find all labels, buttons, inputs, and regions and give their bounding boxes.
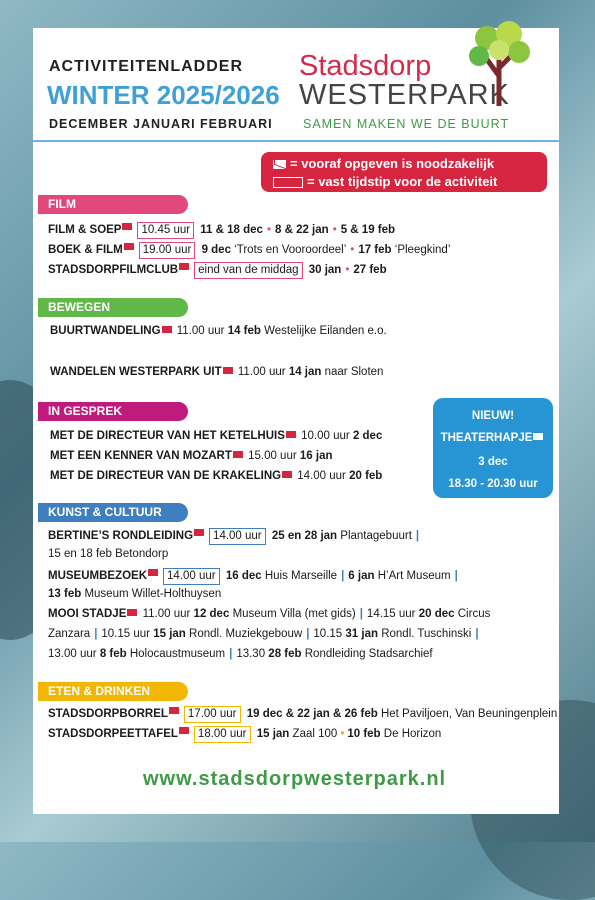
time: 15.00 uur: [248, 450, 297, 462]
theaterhapje-name: [433, 432, 553, 444]
mail-icon: [124, 243, 134, 250]
time: 11.00 uur: [142, 608, 191, 620]
legend-mail-line: [273, 156, 494, 171]
mail-icon: [233, 451, 243, 458]
place: Rondl. Muziekgebouw: [189, 628, 303, 640]
bar-separator: |: [454, 570, 458, 582]
bewegen-row: [50, 366, 383, 378]
time: 18.30 - 20.30 uur: [448, 478, 538, 490]
time-box: 10.45 uur: [137, 222, 194, 239]
kunst-row: [48, 568, 462, 585]
bar-separator: |: [359, 608, 363, 620]
time-box: 19.00 uur: [139, 242, 196, 259]
film-row: [48, 242, 450, 259]
mail-icon: [223, 367, 233, 374]
mail-icon: [162, 326, 172, 333]
kunst-row: [48, 588, 221, 600]
website-link[interactable]: www.stadsdorpwesterpark.nl: [143, 768, 447, 790]
time-box: eind van de middag: [194, 262, 302, 279]
logo-tagline: SAMEN MAKEN WE DE BUURT: [303, 117, 510, 131]
dot-separator: •: [266, 224, 271, 236]
date: 14 feb: [227, 325, 261, 337]
poster-card: [33, 28, 559, 814]
mail-icon: [286, 431, 296, 438]
place: Het Paviljoen, Van Beuningenplein: [380, 708, 558, 720]
activity-name: MET DE DIRECTEUR VAN HET KETELHUIS: [50, 430, 285, 442]
mail-icon: [169, 707, 179, 714]
time: 14.15 uur: [366, 608, 416, 620]
date: 20 feb: [349, 470, 383, 482]
place: Huis Marseille: [264, 570, 338, 582]
section-in-gesprek: IN GESPREK: [38, 402, 188, 421]
date: 9 dec: [201, 244, 231, 256]
bar-separator: |: [94, 628, 98, 640]
date: 10 feb: [347, 728, 381, 740]
dot-separator: •: [350, 244, 355, 256]
date: 13 feb: [48, 588, 82, 600]
mail-icon: [533, 433, 543, 440]
date: 2 dec: [352, 430, 383, 442]
activity-name: MOOI STADJE: [48, 608, 127, 620]
bewegen-row: [50, 325, 387, 337]
activity-name: MET EEN KENNER VAN MOZART: [50, 450, 232, 462]
activity-name: MET DE DIRECTEUR VAN DE KRAKELING: [50, 470, 282, 482]
mail-icon: [179, 727, 189, 734]
legend-box-text: = vast tijdstip voor de activiteit: [307, 174, 498, 189]
mail-icon: [194, 529, 204, 536]
date: 27 feb: [353, 264, 387, 276]
date: 11 & 18 dec: [200, 224, 263, 236]
section-kunst-cultuur: KUNST & CULTUUR: [38, 503, 188, 522]
film-row: [48, 222, 395, 239]
date: 19 dec & 22 jan & 26 feb: [246, 708, 378, 720]
bar-separator: |: [415, 530, 420, 542]
legend-box: [261, 152, 547, 192]
place: Westelijke Eilanden e.o.: [264, 325, 387, 337]
new-label: NIEUW!: [471, 410, 515, 422]
header-divider: [33, 140, 559, 142]
dot-separator: •: [332, 224, 337, 236]
gesprek-row: [50, 430, 382, 442]
section-bewegen: BEWEGEN: [38, 298, 188, 317]
place: Museum Willet-Holthuysen: [84, 588, 222, 600]
kunst-row: [48, 648, 433, 660]
activity-name: BOEK & FILM: [48, 244, 123, 256]
logo-wordmark-top: Stadsdorp: [299, 50, 432, 82]
place: naar Sloten: [324, 366, 384, 378]
season-title: WINTER 2025/2026: [47, 80, 280, 110]
date: 16 jan: [299, 450, 333, 462]
date: 30 jan: [308, 264, 342, 276]
place: Zanzara: [48, 628, 91, 640]
months-line: DECEMBER JANUARI FEBRUARI: [49, 117, 273, 131]
time-box: 18.00 uur: [194, 726, 251, 743]
time: 10.00 uur: [301, 430, 350, 442]
date: 5 & 19 feb: [340, 224, 396, 236]
legend-box-line: [273, 174, 497, 189]
time-box: 14.00 uur: [163, 568, 220, 585]
date: 15 jan: [153, 628, 186, 640]
place: Rondleiding Stadsarchief: [304, 648, 433, 660]
time: 10.15 uur: [101, 628, 151, 640]
activity-name: STADSDORPBORREL: [48, 708, 168, 720]
kunst-row: [48, 548, 168, 560]
date: 20 dec: [418, 608, 455, 620]
time: 11.00 uur: [176, 325, 225, 337]
gesprek-row: [50, 470, 382, 482]
activity-name: STADSDORPFILMCLUB: [48, 264, 179, 276]
film-row: [48, 262, 387, 279]
date: 14 jan: [288, 366, 322, 378]
time: 11.00 uur: [237, 366, 286, 378]
date: 6 jan: [348, 570, 375, 582]
activity-name: MUSEUMBEZOEK: [48, 570, 148, 582]
mail-icon: [282, 471, 292, 478]
date: 15 en 18 feb: [48, 548, 112, 560]
mail-icon: [122, 223, 132, 230]
mail-icon: [148, 569, 158, 576]
time: 14.00 uur: [297, 470, 346, 482]
box-icon: [273, 177, 303, 188]
time-box: 14.00 uur: [209, 528, 266, 545]
date: 16 dec: [225, 570, 262, 582]
place: De Horizon: [383, 728, 442, 740]
bar-separator: |: [306, 628, 310, 640]
bar-separator: |: [229, 648, 233, 660]
section-eten-drinken: ETEN & DRINKEN: [38, 682, 188, 701]
poster-title: ACTIVITEITENLADDER: [49, 58, 243, 75]
date: 17 feb: [358, 244, 392, 256]
date: 8 feb: [99, 648, 127, 660]
activity-name: THEATERHAPJE: [440, 432, 533, 444]
film-title: ‘Trots en Vooroordeel’: [234, 244, 347, 256]
activity-name: FILM & SOEP: [48, 224, 122, 236]
bar-separator: |: [341, 570, 345, 582]
kunst-row: [48, 608, 490, 620]
mail-icon: [127, 609, 137, 616]
place: Zaal 100: [292, 728, 338, 740]
film-title: ‘Pleegkind’: [394, 244, 451, 256]
section-film: FILM: [38, 195, 188, 214]
tree-logo-icon: [461, 16, 537, 106]
dot-separator: •: [345, 264, 350, 276]
gesprek-row: [50, 450, 333, 462]
eten-row: [48, 706, 557, 723]
date: 3 dec: [478, 456, 508, 468]
place: Betondorp: [115, 548, 169, 560]
date: 12 dec: [193, 608, 230, 620]
mail-icon: [179, 263, 189, 270]
place: Plantagebuurt: [340, 530, 412, 542]
activity-name: WANDELEN WESTERPARK UIT: [50, 366, 222, 378]
time-box: 17.00 uur: [184, 706, 241, 723]
date: 25 en 28 jan: [271, 530, 338, 542]
date: 28 feb: [268, 648, 302, 660]
date: 31 jan: [345, 628, 378, 640]
logo-wordmark-bottom: WESTERPARK: [299, 79, 510, 111]
dot-separator: •: [340, 728, 345, 740]
place: H’Art Museum: [377, 570, 451, 582]
activity-name: BERTINE’S RONDLEIDING: [48, 530, 194, 542]
place: Holocaustmuseum: [129, 648, 226, 660]
eten-row: [48, 726, 441, 743]
time: 13.00 uur: [48, 648, 97, 660]
activity-name: STADSDORPEETTAFEL: [48, 728, 178, 740]
place: Museum Villa (met gids): [232, 608, 356, 620]
kunst-row: [48, 628, 483, 640]
place: Circus: [457, 608, 491, 620]
envelope-icon: [273, 160, 286, 169]
date: 8 & 22 jan: [274, 224, 329, 236]
activity-name: BUURTWANDELING: [50, 325, 161, 337]
date: 15 jan: [256, 728, 290, 740]
theaterhapje-badge: [433, 398, 553, 498]
time: 13.30: [236, 648, 266, 660]
time: 10.15: [313, 628, 343, 640]
place: Rondl. Tuschinski: [381, 628, 472, 640]
kunst-row: [48, 528, 423, 545]
legend-mail-text: = vooraf opgeven is noodzakelijk: [290, 156, 495, 171]
bar-separator: |: [475, 628, 479, 640]
